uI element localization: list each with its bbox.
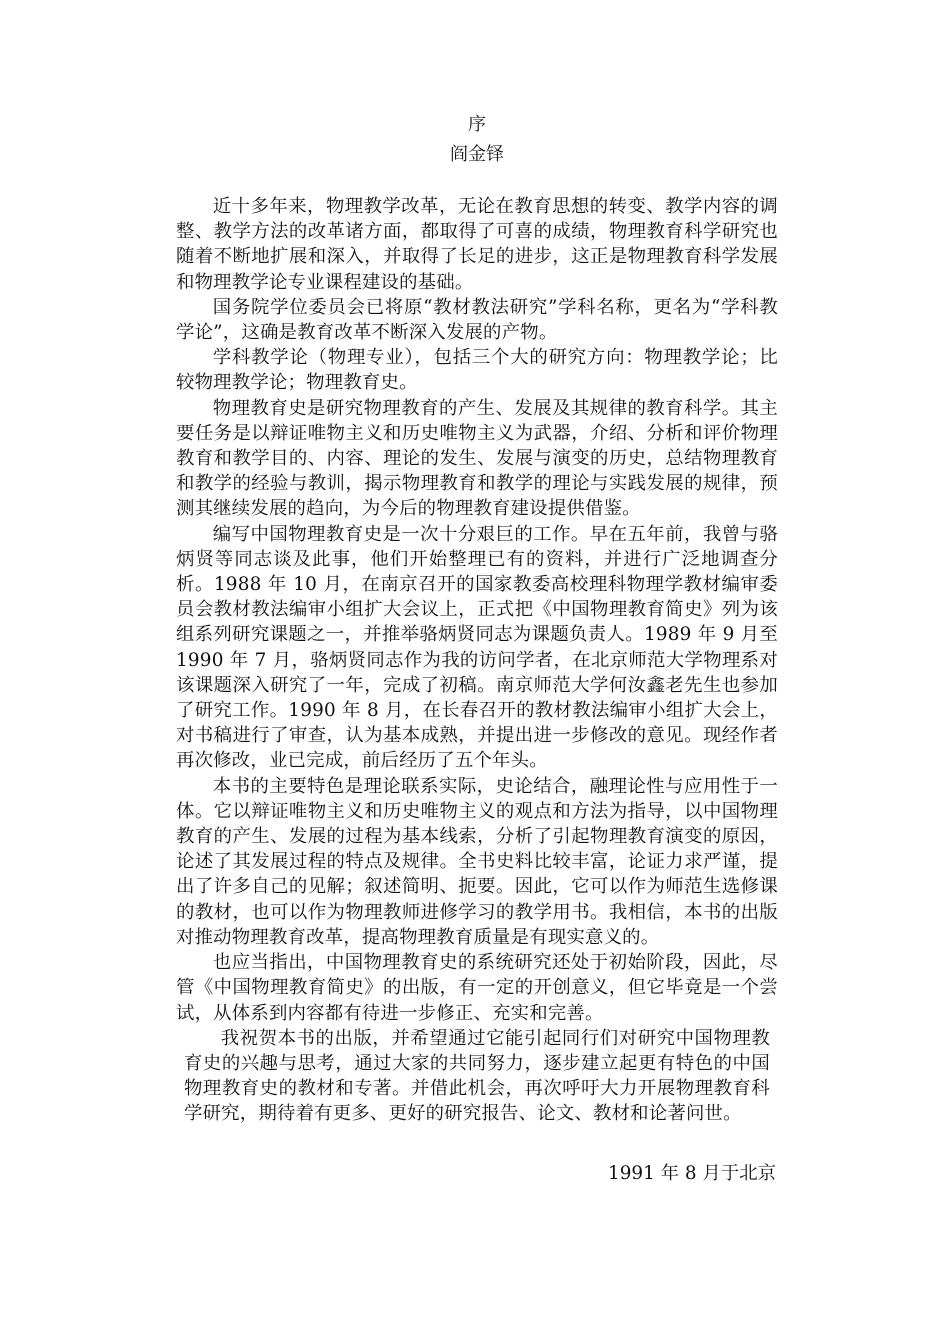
preface-page	[176, 112, 778, 1187]
paragraph-4: 物理教育史是研究物理教育的产生、发展及其规律的教育科学。其主要任务是以辩证唯物主义和历史唯物主义为武器，介绍、分析和评价物理教育和教学目的、内容、理论的发生、发展与演变的历史，总结物理教育和教学的经验与教训，揭示物理教育和教学的理论与实践发展的规律，预测其继续发展的趋向，为今后的物理教育建设提供借鉴。	[176, 397, 778, 520]
preface-title: 序	[468, 114, 486, 135]
paragraph-1: 近十多年来，物理教学改革，无论在教育思想的转变、教学内容的调整、教学方法的改革诸方面，都取得了可喜的成绩，物理教育科学研究也随着不断地扩展和深入，并取得了长足的进步，这正是物理教育科学发展和物理教学论专业课程建设的基础。	[176, 196, 778, 293]
paragraph-6: 本书的主要特色是理论联系实际，史论结合，融理论性与应用性于一体。它以辩证唯物主义和历史唯物主义的观点和方法为指导，以中国物理教育的产生、发展的过程为基本线索，分析了引起物理教育演变的原因，论述了其发展过程的特点及规律。全书史料比较丰富，论证力求严谨，提出了许多自己的见解；叙述简明、扼要。因此，它可以作为师范生选修课的教材，也可以作为物理教师进修学习的教学用书。我相信，本书的出版对推动物理教育改革，提高物理教育质量是有现实意义的。	[176, 775, 778, 948]
paragraph-8: 我祝贺本书的出版，并希望通过它能引起同行们对研究中国物理教育史的兴趣与思考，通过大家的共同努力，逐步建立起更有特色的中国物理教育史的教材和专著。并借此机会，再次呼吁大力开展物理教育科学研究，期待着有更多、更好的研究报告、论文、教材和论著问世。	[184, 1027, 770, 1125]
paragraph-5: 编写中国物理教育史是一次十分艰巨的工作。早在五年前，我曾与骆炳贤等同志谈及此事，他们开始整理已有的资料，并进行广泛地调查分析。1988 年 10 月，在南京召开的国家教委高校理科物理学教材编审委员会教材教法编审小组扩大会议上，正式把《中国物理教育简史》列为该组系列研究课题之一，并推举骆炳贤同志为课题负责人。1989 年 9 月至 1990 年 7 月，骆炳贤同志作为我的访问学者，在北京师范大学物理系对该课题深入研究了一年，完成了初稿。南京师范大学何汝鑫老先生也参加了研究工作。1990 年 8 月，在长春召开的教材教法编审小组扩大会上，对书稿进行了审查，认为基本成熟，并提出进一步修改的意见。现经作者再次修改，业已完成，前后经历了五个年头。	[176, 523, 778, 772]
paragraph-3: 学科教学论（物理专业），包括三个大的研究方向：物理教学论；比较物理教学论；物理教育史。	[176, 347, 778, 394]
preface-body	[176, 194, 778, 1127]
preface-author: 阎金铎	[450, 144, 504, 165]
paragraph-2: 国务院学位委员会已将原“教材教法研究”学科名称，更名为“学科教学论”，这确是教育改革不断深入发展的产物。	[176, 296, 778, 344]
date-line: 1991 年 8 月于北京	[608, 1162, 776, 1184]
paragraph-7: 也应当指出，中国物理教育史的系统研究还处于初始阶段，因此，尽管《中国物理教育简史》的出版，有一定的开创意义，但它毕竟是一个尝试，从体系到内容都有待进一步修正、充实和完善。	[176, 952, 778, 1024]
